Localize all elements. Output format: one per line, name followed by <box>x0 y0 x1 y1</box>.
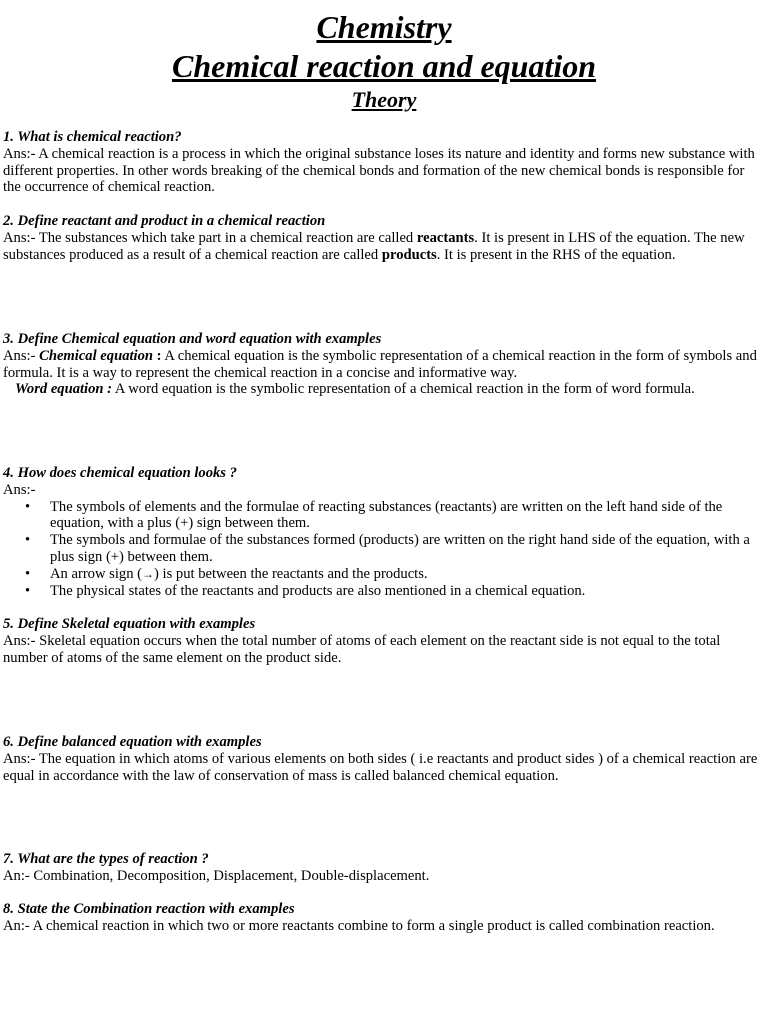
chapter-title: Chemical reaction and equation <box>171 48 597 84</box>
question-7 <box>3 851 763 885</box>
question-heading: 7. What are the types of reaction ? <box>3 851 209 867</box>
list-item-text: An arrow sign ( <box>50 565 143 582</box>
answer-text: Ans:- The equation in which atoms of various elements on both sides ( i.e reactants and product sides ) of a chemical reaction are equal in accordance with the law of conservation of mass is called balanced chemical equation. <box>3 750 758 784</box>
term-colon: : <box>153 347 162 364</box>
answer-prefix: Ans:- <box>3 229 36 246</box>
answer-text: Ans:- Skeletal equation occurs when the total number of atoms of each element on the reactant side is not equal to the total number of atoms of the same element on the product side. <box>3 632 721 666</box>
definition: A word equation is the symbolic representation of a chemical reaction in the form of word formula. <box>112 381 695 398</box>
question-1 <box>3 129 763 196</box>
bullet-list <box>3 499 763 600</box>
list-item: • The physical states of the reactants and products are also mentioned in a chemical equation. <box>3 583 763 600</box>
question-heading: 5. Define Skeletal equation with examples <box>3 616 256 632</box>
section-title: Theory <box>351 87 417 112</box>
list-item-text: ) is put between the reactants and the products. <box>154 565 428 582</box>
answer-prefix: Ans:- <box>3 481 36 498</box>
answer-text <box>3 348 763 382</box>
question-heading: 3. Define Chemical equation and word equation with examples <box>3 331 382 347</box>
answer-text <box>3 381 763 398</box>
question-heading: 1. What is chemical reaction? <box>3 129 182 145</box>
list-item: • The symbols of elements and the formulae of reacting substances (reactants) are written on the left hand side of the equation, with a plus (+) sign between them. <box>3 499 763 533</box>
term-chemical-equation: Chemical equation <box>39 347 154 364</box>
question-8 <box>3 901 763 935</box>
list-item: • The symbols and formulae of the substances formed (products) are written on the right hand side of the equation, with a plus sign (+) between them. <box>3 532 763 566</box>
answer-text: An:- A chemical reaction in which two or more reactants combine to form a single product is called combination reaction. <box>3 917 715 934</box>
answer-text <box>3 230 763 264</box>
subject-title: Chemistry <box>316 9 452 45</box>
term-word-equation: Word equation : <box>15 381 113 398</box>
question-3 <box>3 331 763 398</box>
question-heading: 2. Define reactant and product in a chemical reaction <box>3 213 326 229</box>
list-item <box>3 566 763 583</box>
question-4 <box>3 465 763 599</box>
term-reactants: reactants <box>416 229 475 246</box>
arrow-icon: → <box>142 566 155 581</box>
answer-text: Ans:- A chemical reaction is a process in which the original substance loses its nature and identity and forms new substance with different properties. In other words breaking of the chemical bonds and formation of the new chemical bonds is responsible for the occurrence of chemical reaction. <box>3 145 755 196</box>
answer-segment: . It is present in the RHS of the equation. <box>436 246 676 263</box>
answer-segment: The substances which take part in a chemical reaction are called <box>35 229 417 246</box>
answer-text: An:- Combination, Decomposition, Displacement, Double-displacement. <box>3 867 430 884</box>
answer-segment: . It is present in LHS of the equation. The new substances produced as a result of a chemical reaction are called <box>3 229 745 263</box>
answer-prefix: Ans:- <box>3 347 40 364</box>
question-heading: 8. State the Combination reaction with examples <box>3 901 295 917</box>
question-heading: 6. Define balanced equation with examples <box>3 734 262 750</box>
question-2 <box>3 213 763 263</box>
question-5 <box>3 616 763 666</box>
question-6 <box>3 734 763 784</box>
term-products: products <box>381 246 437 263</box>
definition: A chemical equation is the symbolic representation of a chemical reaction in the form of symbols and formula. It is a way to represent the chemical reaction in a concise and informative way. <box>3 347 757 381</box>
question-heading: 4. How does chemical equation looks ? <box>3 465 237 481</box>
